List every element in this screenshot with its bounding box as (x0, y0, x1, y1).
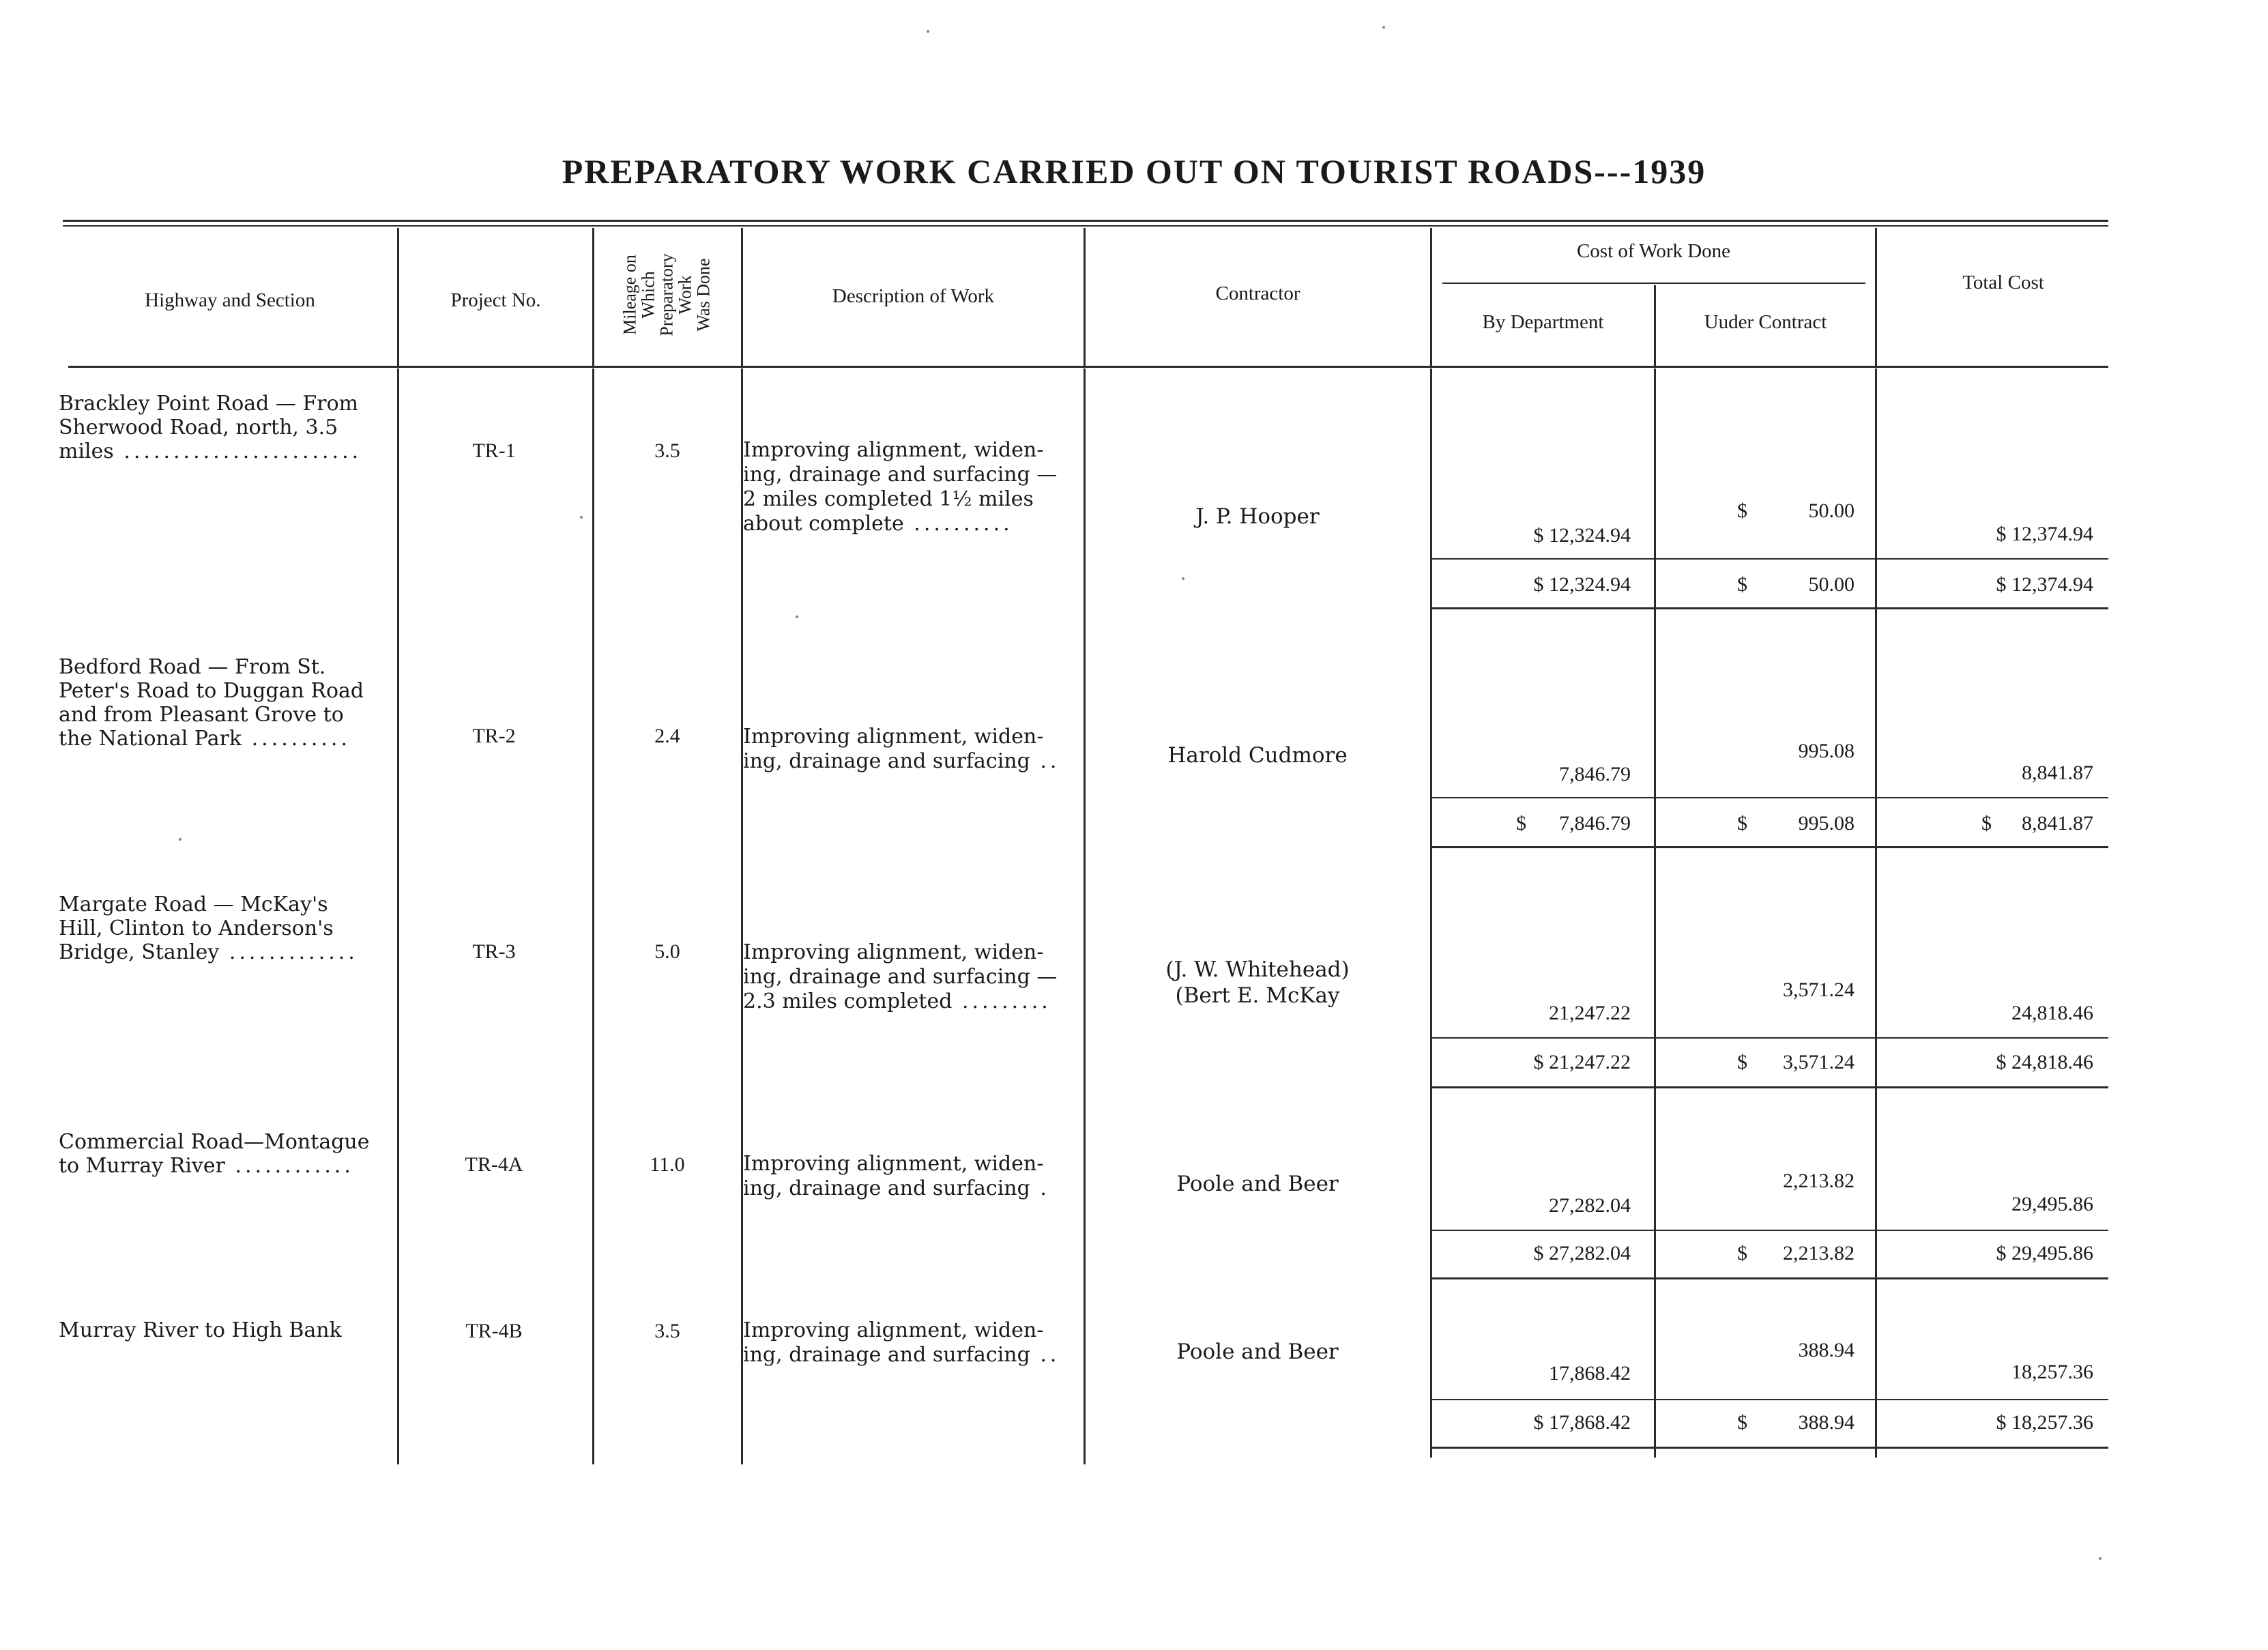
subtotal-rule (1430, 1230, 2108, 1231)
scan-speck (2099, 1557, 2102, 1560)
table-row-4-sum-contract: $ 2,213.82 (1737, 1242, 1855, 1264)
table-row-5-description: Improving alignment, widen- ing, drainage and surfacing .. (743, 1318, 1060, 1367)
header-under-contract: Uuder Contract (1704, 311, 1827, 333)
table-row-1-highway: Brackley Point Road — From Sherwood Road, north, 3.5 miles ........................ (59, 392, 362, 463)
table-row-1-sum-contract: $ 50.00 (1737, 573, 1855, 596)
page-title: PREPARATORY WORK CARRIED OUT ON TOURIST ROADS---1939 (562, 152, 1706, 190)
table-row-4-sum-total: $ 29,495.86 (1996, 1242, 2093, 1264)
table-row-3-dept: 21,247.22 (1549, 1002, 1631, 1024)
table-row-4-dept: 27,282.04 (1549, 1194, 1631, 1217)
header-divider (1875, 228, 1877, 366)
table-row-3-project: TR-3 (472, 940, 516, 963)
table-row-3-sum-total: $ 24,818.46 (1996, 1051, 2093, 1073)
table-row-1-contractor: J. P. Hooper (1195, 504, 1320, 529)
table-row-5-sum-total: $ 18,257.36 (1996, 1411, 2093, 1434)
table-row-1-description: Improving alignment, widen- ing, drainage and surfacing — 2 miles completed 1½ miles about complete .......... (743, 438, 1058, 536)
table-row-2-description: Improving alignment, widen- ing, drainage and surfacing .. (743, 725, 1060, 773)
table-row-2-mileage: 2.4 (654, 725, 680, 747)
column-divider (1875, 368, 1877, 1458)
table-row-5-contract: 388.94 (1798, 1339, 1855, 1361)
scan-speck (580, 516, 583, 519)
top-rule-1 (63, 220, 2108, 222)
table-row-3-contract: 3,571.24 (1783, 979, 1855, 1001)
cost-group-rule (1442, 283, 1865, 284)
scan-speck (1182, 577, 1184, 580)
table-row-4-contractor: Poole and Beer (1176, 1172, 1339, 1196)
table-row-5-mileage: 3.5 (654, 1320, 680, 1342)
header-total: Total Cost (1962, 272, 2044, 293)
table-row-1-sum-dept: $ 12,324.94 (1533, 573, 1631, 596)
table-row-1-total: $ 12,374.94 (1996, 523, 2093, 545)
table-row-5-total: 18,257.36 (2011, 1361, 2093, 1383)
table-row-1-contract: $ 50.00 (1737, 500, 1855, 522)
table-row-3-mileage: 5.0 (654, 940, 680, 963)
table-row-4-highway: Commercial Road—Montague to Murray River ............ (59, 1130, 370, 1178)
table-row-1-project: TR-1 (472, 439, 516, 462)
table-row-5-sum-dept: $ 17,868.42 (1533, 1411, 1631, 1434)
column-divider (592, 368, 594, 1464)
subtotal-rule (1430, 1399, 2108, 1400)
table-row-1-sum-total: $ 12,374.94 (1996, 573, 2093, 596)
subtotal-rule (1430, 1086, 2108, 1088)
scan-speck (927, 30, 929, 33)
subtotal-rule (1430, 846, 2108, 848)
header-mileage: Mileage on Which Preparatory Work Was Done (620, 253, 714, 336)
column-divider (397, 368, 399, 1464)
table-row-2-contractor: Harold Cudmore (1167, 743, 1348, 768)
header-highway: Highway and Section (145, 289, 315, 311)
table-row-2-total: 8,841.87 (2022, 762, 2093, 784)
header-divider (592, 228, 594, 366)
header-by-department: By Department (1482, 311, 1604, 333)
subtotal-rule (1430, 797, 2108, 798)
subtotal-rule (1430, 1277, 2108, 1279)
header-description: Description of Work (832, 285, 995, 307)
table-row-2-project: TR-2 (472, 725, 516, 747)
table-row-3-sum-contract: $ 3,571.24 (1737, 1051, 1855, 1073)
table-row-3-contractor: (J. W. Whitehead) (Bert E. McKay (1165, 957, 1350, 1008)
table-row-1-mileage: 3.5 (654, 439, 680, 462)
table-row-4-description: Improving alignment, widen- ing, drainage and surfacing . (743, 1152, 1050, 1200)
column-divider (1654, 368, 1656, 1458)
table-row-4-total: 29,495.86 (2011, 1193, 2093, 1215)
table-row-2-sum-total: $ 8,841.87 (1981, 812, 2093, 835)
header-cost-group: Cost of Work Done (1576, 240, 1731, 262)
table-row-1-dept: $ 12,324.94 (1533, 524, 1631, 547)
table-row-5-highway: Murray River to High Bank (59, 1318, 342, 1342)
table-row-2-highway: Bedford Road — From St. Peter's Road to Duggan Road and from Pleasant Grove to the National Park .......... (59, 655, 364, 751)
table-row-2-sum-contract: $ 995.08 (1737, 812, 1855, 835)
table-row-4-mileage: 11.0 (650, 1153, 685, 1176)
scan-speck (1382, 26, 1385, 29)
table-row-3-total: 24,818.46 (2011, 1002, 2093, 1024)
header-contractor: Contractor (1215, 283, 1300, 304)
scan-speck (179, 838, 181, 841)
subtotal-rule (1430, 1447, 2108, 1449)
header-project: Project No. (450, 289, 541, 311)
table-row-2-contract: 995.08 (1798, 740, 1855, 762)
header-bottom-rule (68, 366, 2108, 368)
table-row-5-project: TR-4B (465, 1320, 523, 1342)
subtotal-rule (1430, 558, 2108, 560)
table-row-3-description: Improving alignment, widen- ing, drainage and surfacing — 2.3 miles completed ......... (743, 940, 1058, 1013)
table-row-5-sum-contract: $ 388.94 (1737, 1411, 1855, 1434)
table-row-4-sum-dept: $ 27,282.04 (1533, 1242, 1631, 1264)
subtotal-rule (1430, 1037, 2108, 1039)
table-row-3-sum-dept: $ 21,247.22 (1533, 1051, 1631, 1073)
table-row-2-dept: 7,846.79 (1559, 763, 1631, 785)
subtotal-rule (1430, 607, 2108, 609)
table-row-2-sum-dept: $ 7,846.79 (1516, 812, 1631, 835)
table-row-5-dept: 17,868.42 (1549, 1362, 1631, 1385)
table-row-5-contractor: Poole and Beer (1176, 1340, 1339, 1364)
table-row-3-highway: Margate Road — McKay's Hill, Clinton to Anderson's Bridge, Stanley ............. (59, 893, 358, 964)
scan-speck (796, 616, 798, 618)
column-divider (1430, 368, 1432, 1458)
table-row-4-project: TR-4A (465, 1153, 523, 1176)
table-row-4-contract: 2,213.82 (1783, 1170, 1855, 1192)
top-rule-2 (63, 225, 2108, 227)
